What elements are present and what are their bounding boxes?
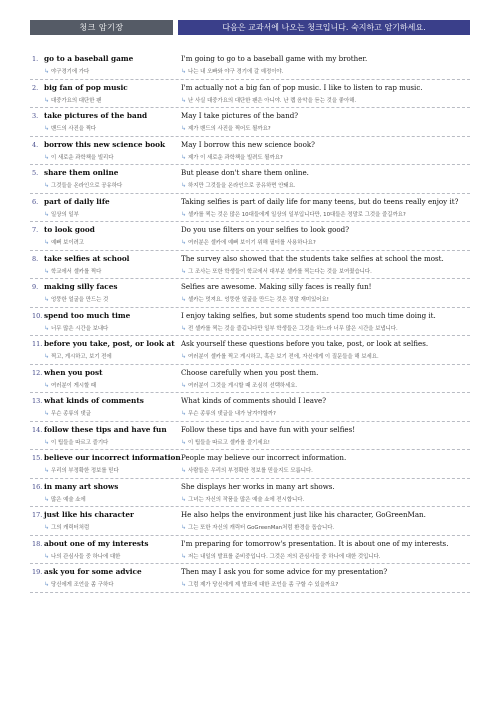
- example-sentence: I'm going to go to a baseball game with my brother.: [181, 54, 368, 63]
- item-number: 14.: [32, 425, 43, 434]
- sentence-translation: [181, 67, 470, 75]
- instruction-banner: 다음은 교과서에 나오는 청크입니다. 숙지하고 암기하세요.: [178, 20, 470, 35]
- sentence-translation-text: 셀카를 찍는 것은 많은 10대들에게 일상의 일부입니다만, 10대들은 정말로 그것을 즐길까요?: [188, 211, 406, 218]
- item-number: 7.: [32, 226, 39, 234]
- list-item: [30, 137, 470, 166]
- example-sentence: Taking selfies is part of daily life for many teens, but do teens really enjoy it?: [181, 196, 459, 206]
- item-number: 15.: [32, 454, 43, 462]
- chunk-phrase: believe our incorrect information: [44, 453, 181, 462]
- item-number: 1.: [32, 55, 39, 63]
- item-number: 17.: [32, 511, 43, 519]
- list-item: [30, 308, 470, 337]
- return-arrow-icon: ↳: [44, 96, 50, 104]
- chunk-translation-text: 대중가요의 대단한 팬: [51, 97, 102, 104]
- example-sentence: Then may I ask you for some advice for my presentation?: [181, 567, 388, 576]
- return-arrow-icon: ↳: [44, 438, 50, 446]
- sentence-translation-text: 그녀는 자신의 작품을 많은 예술 쇼에 전시합니다.: [188, 496, 305, 503]
- list-item: [30, 450, 470, 479]
- example-sentence: Ask yourself these questions before you take, post, or look at selfies.: [181, 339, 429, 348]
- return-arrow-icon: ↳: [44, 296, 50, 303]
- sentence-translation-text: 여러분은 셀카에 예뻐 보이기 위해 필터를 사용하나요?: [188, 240, 316, 246]
- chunk-list: [30, 51, 470, 593]
- example-sentence: Choose carefully when you post them.: [181, 367, 319, 377]
- return-arrow-icon: ↳: [181, 353, 187, 360]
- list-item: [30, 479, 470, 508]
- return-arrow-icon: ↳: [181, 524, 187, 531]
- return-arrow-icon: ↳: [44, 68, 50, 75]
- sentence-translation-text: 여러분이 그것을 게시할 때 조심히 선택하세요.: [188, 382, 298, 389]
- list-item: [30, 251, 470, 280]
- sentence-translation: [181, 495, 470, 503]
- item-number: 6.: [32, 197, 39, 206]
- example-sentence: Do you use filters on your selfies to look good?: [181, 225, 349, 234]
- list-item: [30, 194, 470, 223]
- list-item: [30, 422, 470, 451]
- item-number: 12.: [32, 368, 43, 377]
- chunk-phrase: before you take, post, or look at: [44, 339, 175, 348]
- return-arrow-icon: ↳: [181, 125, 187, 132]
- chunk-phrase: follow these tips and have fun: [44, 424, 167, 434]
- return-arrow-icon: ↳: [44, 552, 50, 560]
- return-arrow-icon: ↳: [181, 267, 187, 275]
- chunk-translation-text: 여러분이 게시할 때: [51, 382, 97, 389]
- sentence-translation: [181, 295, 470, 303]
- sentence-translation: [181, 552, 470, 560]
- return-arrow-icon: ↳: [181, 153, 187, 161]
- return-arrow-icon: ↳: [181, 210, 187, 218]
- return-arrow-icon: ↳: [44, 239, 50, 246]
- chunk-translation: [44, 153, 194, 161]
- chunk-translation-text: 우리의 부정확한 정보를 믿다: [51, 468, 119, 474]
- chunk-translation: [44, 580, 194, 588]
- chunk-translation: [44, 523, 194, 531]
- sentence-translation-text: 그는 또한 자신의 캐릭터 GoGreenMan처럼 환경을 돕습니다.: [188, 525, 335, 531]
- chunk-phrase: take pictures of the band: [44, 111, 148, 120]
- chunk-translation: [44, 210, 194, 218]
- chunk-phrase: in many art shows: [44, 481, 119, 491]
- chunk-translation: [44, 124, 194, 132]
- example-sentence: I enjoy taking selfies, but some students spend too much time doing it.: [181, 310, 436, 320]
- return-arrow-icon: ↳: [181, 495, 187, 503]
- chunk-translation-text: 당신에게 조언을 좀 구하다: [51, 582, 114, 588]
- sentence-translation: [181, 153, 470, 161]
- item-number: 3.: [32, 112, 39, 120]
- return-arrow-icon: ↳: [181, 239, 187, 246]
- chunk-translation-text: 많은 예술 쇼에: [51, 496, 86, 503]
- chunk-translation: [44, 267, 194, 275]
- return-arrow-icon: ↳: [44, 324, 50, 332]
- chunk-translation-text: 일상의 일부: [51, 211, 79, 218]
- chunk-translation-text: 이 새로운 과학책을 빌리다: [51, 154, 114, 161]
- item-number: 11.: [32, 340, 43, 348]
- item-number: 5.: [32, 169, 39, 177]
- sentence-translation: [181, 96, 470, 104]
- chunk-translation: [44, 324, 194, 332]
- chunk-translation-text: 나의 관심사들 중 하나에 대한: [51, 553, 121, 560]
- list-item: [30, 507, 470, 536]
- chunk-phrase: making silly faces: [44, 282, 118, 291]
- chunk-translation-text: 밴드의 사진을 찍다: [51, 126, 97, 132]
- sentence-translation-text: 하지만 그것들을 온라인으로 공유하면 안돼요.: [188, 183, 296, 189]
- return-arrow-icon: ↳: [181, 467, 187, 474]
- sentence-translation-text: 그럼 제가 당신에게 제 발표에 대한 조언을 좀 구할 수 있을까요?: [188, 582, 339, 588]
- sentence-translation: [181, 409, 470, 417]
- list-item: [30, 80, 470, 109]
- list-item: [30, 279, 470, 308]
- chunk-phrase: big fan of pop music: [44, 82, 128, 92]
- sentence-translation-text: 사람들은 우리의 부정확한 정보를 믿을지도 모릅니다.: [188, 468, 313, 474]
- sentence-translation: [181, 466, 470, 474]
- example-sentence: I'm actually not a big fan of pop music. I like to listen to rap music.: [181, 82, 423, 92]
- sentence-translation-text: 이 팁들을 따르고 셀카를 즐기세요!: [188, 439, 270, 446]
- sentence-translation: [181, 523, 470, 531]
- chunk-phrase: just like his character: [44, 510, 134, 519]
- return-arrow-icon: ↳: [181, 438, 187, 446]
- chunk-translation-text: 예뻐 보이려고: [51, 240, 84, 246]
- list-item: [30, 222, 470, 251]
- return-arrow-icon: ↳: [44, 581, 50, 588]
- chunk-translation-text: 야구경기에 가다: [51, 69, 90, 75]
- sentence-translation: [181, 181, 470, 189]
- chunk-translation-text: 찍고, 게시하고, 보기 전에: [51, 354, 112, 360]
- sentence-translation-text: 그 조사는 또한 학생들이 학교에서 대부분 셀카를 찍는다는 것을 보여줬습니다.: [188, 268, 372, 275]
- example-sentence: He also helps the environment just like his character, GoGreenMan.: [181, 510, 426, 519]
- chunk-phrase: when you post: [44, 367, 103, 377]
- return-arrow-icon: ↳: [44, 467, 50, 474]
- return-arrow-icon: ↳: [181, 410, 187, 417]
- sentence-translation-text: 무슨 종류의 댓글을 내가 남겨야할까?: [188, 411, 276, 417]
- chunk-translation-text: 그것들을 온라인으로 공유하다: [51, 183, 123, 189]
- return-arrow-icon: ↳: [181, 68, 187, 75]
- sentence-translation: [181, 210, 470, 218]
- item-number: 18.: [32, 539, 43, 548]
- sentence-translation-text: 여러분이 셀카를 찍고 게시하고, 혹은 보기 전에, 자신에게 이 질문들을 해 보세요.: [188, 354, 379, 360]
- example-sentence: She displays her works in many art shows.: [181, 481, 335, 491]
- list-item: [30, 536, 470, 565]
- return-arrow-icon: ↳: [44, 495, 50, 503]
- list-item: [30, 393, 470, 422]
- chunk-phrase: ask you for some advice: [44, 567, 142, 576]
- header-bar: [30, 20, 470, 35]
- chunk-translation-text: 이 팁들을 따르고 즐기다: [51, 439, 109, 446]
- chunk-phrase: take selfies at school: [44, 253, 130, 263]
- sentence-translation: [181, 352, 470, 360]
- chunk-translation: [44, 352, 194, 360]
- item-number: 13.: [32, 397, 43, 405]
- return-arrow-icon: ↳: [181, 324, 187, 332]
- return-arrow-icon: ↳: [181, 296, 187, 303]
- item-number: 9.: [32, 283, 39, 291]
- sentence-translation-text: 나는 내 오빠와 야구 경기에 갈 예정이야.: [188, 69, 284, 75]
- chunk-translation-text: 그의 캐릭터처럼: [51, 525, 90, 531]
- sentence-translation: [181, 580, 470, 588]
- example-sentence: But please don't share them online.: [181, 168, 309, 177]
- example-sentence: What kinds of comments should I leave?: [181, 396, 327, 405]
- return-arrow-icon: ↳: [44, 153, 50, 161]
- chunk-translation: [44, 438, 194, 446]
- sentence-translation-text: 셀카는 멋져요. 엉뚱한 얼굴을 만드는 것은 정말 재미있어요!: [188, 297, 329, 303]
- return-arrow-icon: ↳: [44, 353, 50, 360]
- sentence-translation: [181, 238, 470, 246]
- chunk-phrase: go to a baseball game: [44, 54, 134, 63]
- sentence-translation-text: 제가 밴드의 사진을 찍어도 될까요?: [188, 126, 271, 132]
- return-arrow-icon: ↳: [44, 125, 50, 132]
- return-arrow-icon: ↳: [181, 96, 187, 104]
- list-item: [30, 336, 470, 365]
- section-label: 청크 암기장: [30, 20, 173, 35]
- chunk-phrase: about one of my interests: [44, 538, 149, 548]
- chunk-translation: [44, 96, 194, 104]
- return-arrow-icon: ↳: [44, 381, 50, 389]
- chunk-translation-text: 학교에서 셀카를 찍다: [51, 268, 102, 275]
- return-arrow-icon: ↳: [181, 182, 187, 189]
- chunk-translation-text: 무슨 종류의 댓글: [51, 411, 91, 417]
- list-item: [30, 365, 470, 394]
- chunk-translation-text: 엉뚱한 얼굴을 만드는 것: [51, 297, 109, 303]
- item-number: 2.: [32, 83, 39, 92]
- return-arrow-icon: ↳: [181, 581, 187, 588]
- chunk-translation: [44, 238, 194, 246]
- example-sentence: I'm preparing for tomorrow's presentation. It is about one of my interests.: [181, 538, 449, 548]
- return-arrow-icon: ↳: [181, 381, 187, 389]
- chunk-translation: [44, 552, 194, 560]
- item-number: 16.: [32, 482, 43, 491]
- chunk-translation: [44, 495, 194, 503]
- list-item: [30, 564, 470, 593]
- chunk-phrase: share them online: [44, 168, 119, 177]
- return-arrow-icon: ↳: [181, 552, 187, 560]
- example-sentence: May I take pictures of the band?: [181, 111, 299, 120]
- sentence-translation: [181, 267, 470, 275]
- item-number: 8.: [32, 254, 39, 263]
- chunk-phrase: to look good: [44, 225, 95, 234]
- example-sentence: Selfies are awesome. Making silly faces is really fun!: [181, 282, 372, 291]
- chunk-translation: [44, 381, 194, 389]
- chunk-phrase: spend too much time: [44, 310, 131, 320]
- sentence-translation: [181, 124, 470, 132]
- return-arrow-icon: ↳: [44, 410, 50, 417]
- example-sentence: May I borrow this new science book?: [181, 139, 315, 149]
- chunk-phrase: part of daily life: [44, 196, 110, 206]
- example-sentence: The survey also showed that the students take selfies at school the most.: [181, 253, 444, 263]
- chunk-translation: [44, 409, 194, 417]
- chunk-phrase: borrow this new science book: [44, 139, 166, 149]
- sentence-translation: [181, 438, 470, 446]
- return-arrow-icon: ↳: [44, 210, 50, 218]
- return-arrow-icon: ↳: [44, 267, 50, 275]
- item-number: 19.: [32, 568, 43, 576]
- sentence-translation-text: 제가 이 새로운 과학책을 빌려도 될까요?: [188, 154, 283, 161]
- list-item: [30, 165, 470, 194]
- chunk-phrase: what kinds of comments: [44, 396, 144, 405]
- item-number: 4.: [32, 140, 39, 149]
- chunk-translation: [44, 295, 194, 303]
- example-sentence: Follow these tips and have fun with your selfies!: [181, 424, 356, 434]
- chunk-translation: [44, 181, 194, 189]
- item-number: 10.: [32, 311, 43, 320]
- return-arrow-icon: ↳: [44, 524, 50, 531]
- chunk-translation: [44, 67, 194, 75]
- chunk-translation-text: 너무 많은 시간을 보내다: [51, 325, 109, 332]
- sentence-translation-text: 저는 내일의 발표를 준비중입니다. 그것은 저의 관심사들 중 하나에 대한 것입니다.: [188, 553, 381, 560]
- sentence-translation-text: 난 사실 대중가요의 대단한 팬은 아니야. 난 랩 음악을 듣는 것을 좋아해.: [188, 97, 357, 104]
- sentence-translation: [181, 324, 470, 332]
- example-sentence: People may believe our incorrect information.: [181, 453, 347, 462]
- sentence-translation: [181, 381, 470, 389]
- return-arrow-icon: ↳: [44, 182, 50, 189]
- list-item: [30, 51, 470, 80]
- chunk-translation: [44, 466, 194, 474]
- list-item: [30, 108, 470, 137]
- sentence-translation-text: 전 셀카를 찍는 것을 즐깁니다만 일부 학생들은 그것을 하느라 너무 많은 시간을 보냅니다.: [188, 325, 398, 332]
